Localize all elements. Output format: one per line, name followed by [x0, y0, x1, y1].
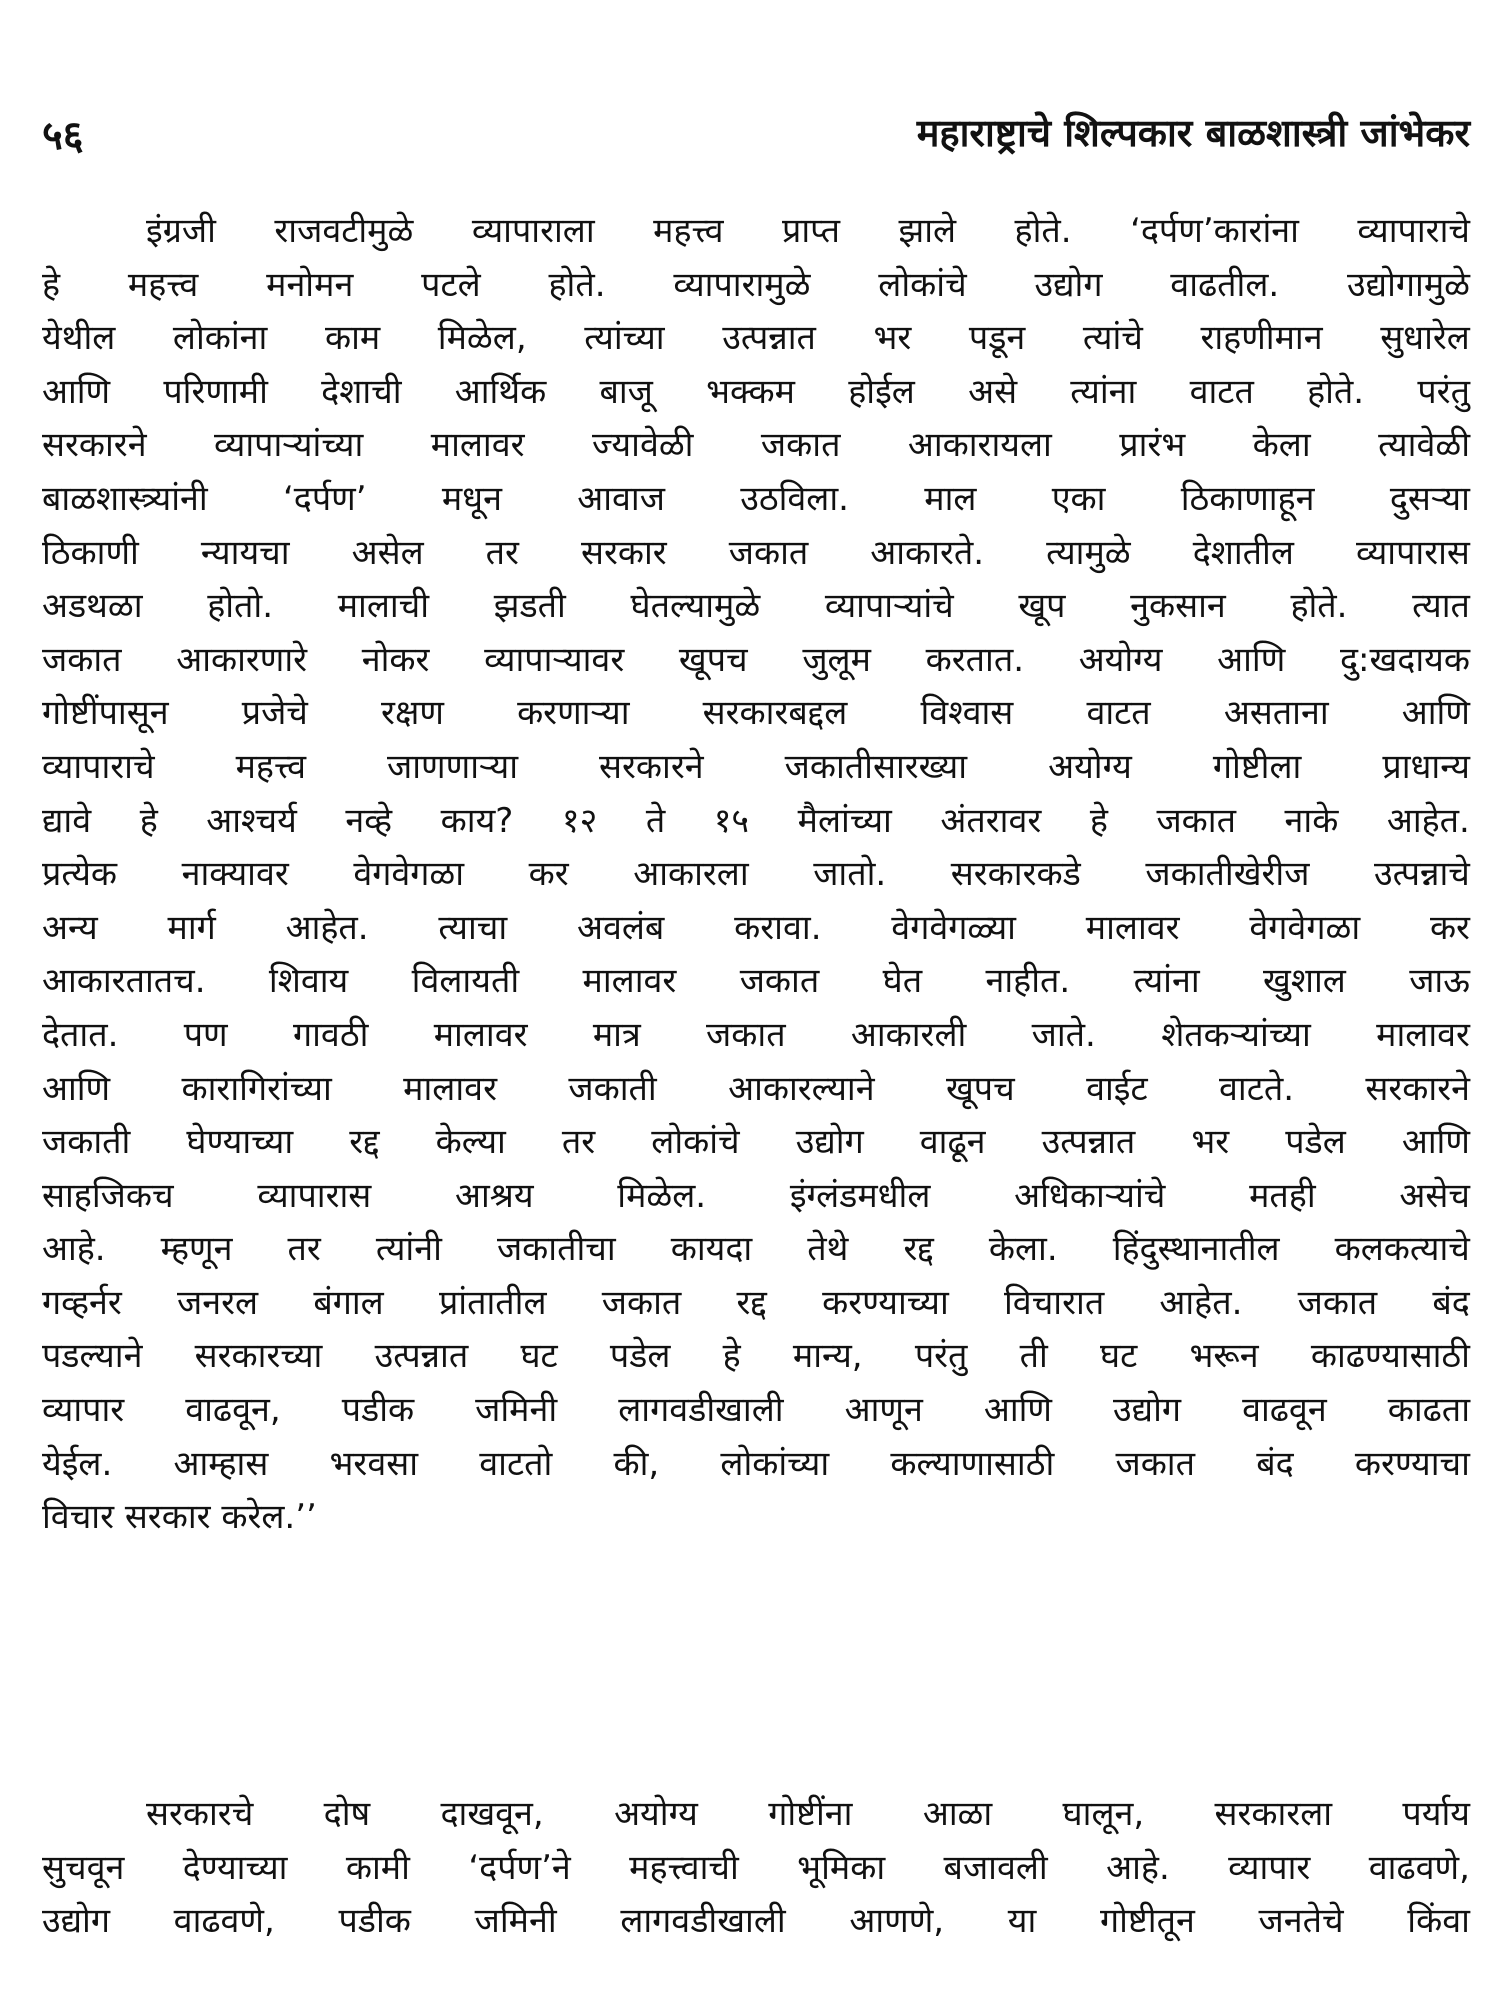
paragraph-1 [42, 205, 1470, 1545]
text-line: आणि कारागिरांच्या मालावर जकाती आकारल्याने खूपच वाईट वाटते. सरकारने [42, 1068, 1470, 1109]
text-line: द्यावे हे आश्चर्य नव्हे काय? १२ ते १५ मैलांच्या अंतरावर हे जकात नाके आहेत. [42, 800, 1470, 841]
text-line: प्रत्येक नाक्यावर वेगवेगळा कर आकारला जातो. सरकारकडे जकातीखेरीज उत्पन्नाचे [42, 854, 1470, 895]
text-line: इंग्रजी राजवटीमुळे व्यापाराला महत्त्व प्राप्त झाले होते. ‘दर्पण’कारांना व्यापाराचे [146, 211, 1470, 251]
text-line: गोष्टींपासून प्रजेचे रक्षण करणाऱ्या सरकारबद्दल विश्वास वाटत असताना आणि [42, 693, 1470, 734]
text-line: ठिकाणी न्यायचा असेल तर सरकार जकात आकारते. त्यामुळे देशातील व्यापारास [42, 532, 1470, 573]
text-line: बाळशास्त्र्यांनी ‘दर्पण’ मधून आवाज उठविला. माल एका ठिकाणाहून दुसऱ्या [42, 478, 1470, 519]
text-line: पडल्याने सरकारच्या उत्पन्नात घट पडेल हे मान्य, परंतु ती घट भरून काढण्यासाठी [42, 1336, 1470, 1377]
page-header [42, 106, 1470, 166]
text-line: व्यापार वाढवून, पडीक जमिनी लागवडीखाली आणून आणि उद्योग वाढवून काढता [42, 1390, 1470, 1431]
text-line: आहे. म्हणून तर त्यांनी जकातीचा कायदा तेथे रद्द केला. हिंदुस्थानातील कलकत्याचे [42, 1229, 1470, 1270]
page-number: ५६ [42, 113, 84, 159]
text-line: सुचवून देण्याच्या कामी ‘दर्पण’ने महत्त्वाची भूमिका बजावली आहे. व्यापार वाढवणे, [42, 1847, 1470, 1888]
text-line: विचार सरकार करेल.’’ [42, 1497, 317, 1538]
text-line: सरकारने व्यापाऱ्यांच्या मालावर ज्यावेळी जकात आकारायला प्रारंभ केला त्यावेळी [42, 425, 1470, 466]
running-title: महाराष्ट्राचे शिल्पकार बाळशास्त्री जांभेकर [916, 111, 1470, 155]
text-line: अन्य मार्ग आहेत. त्याचा अवलंब करावा. वेगवेगळ्या मालावर वेगवेगळा कर [42, 907, 1470, 948]
text-line: जकात आकारणारे नोकर व्यापाऱ्यावर खूपच जुलूम करतात. अयोग्य आणि दु:खदायक [42, 639, 1470, 680]
text-line: जकाती घेण्याच्या रद्द केल्या तर लोकांचे उद्योग वाढून उत्पन्नात भर पडेल आणि [42, 1122, 1470, 1163]
text-line: सरकारचे दोष दाखवून, अयोग्य गोष्टींना आळा घालून, सरकारला पर्याय [146, 1794, 1470, 1834]
text-line: साहजिकच व्यापारास आश्रय मिळेल. इंग्लंडमधील अधिकाऱ्यांचे मतही असेच [42, 1175, 1470, 1216]
text-line: अडथळा होतो. मालाची झडती घेतल्यामुळे व्यापाऱ्यांचे खूप नुकसान होते. त्यात [42, 586, 1470, 627]
text-line: व्यापाराचे महत्त्व जाणणाऱ्या सरकारने जकातीसारख्या अयोग्य गोष्टीला प्राधान्य [42, 746, 1470, 787]
text-line: गव्हर्नर जनरल बंगाल प्रांतातील जकात रद्द करण्याच्या विचारात आहेत. जकात बंद [42, 1282, 1470, 1323]
text-line: हे महत्त्व मनोमन पटले होते. व्यापारामुळे लोकांचे उद्योग वाढतील. उद्योगामुळे [42, 264, 1470, 305]
text-line: येईल. आम्हास भरवसा वाटतो की, लोकांच्या कल्याणासाठी जकात बंद करण्याचा [42, 1443, 1470, 1484]
text-line: आकारतातच. शिवाय विलायती मालावर जकात घेत नाहीत. त्यांना खुशाल जाऊ [42, 961, 1470, 1002]
text-line: देतात. पण गावठी मालावर मात्र जकात आकारली जाते. शेतकऱ्यांच्या मालावर [42, 1014, 1470, 1055]
paragraph-2 [42, 1788, 1470, 1949]
text-line: आणि परिणामी देशाची आर्थिक बाजू भक्कम होईल असे त्यांना वाटत होते. परंतु [42, 371, 1470, 412]
text-line: येथील लोकांना काम मिळेल, त्यांच्या उत्पन्नात भर पडून त्यांचे राहणीमान सुधारेल [42, 318, 1470, 359]
text-line: उद्योग वाढवणे, पडीक जमिनी लागवडीखाली आणणे, या गोष्टीतून जनतेचे किंवा [42, 1901, 1470, 1942]
